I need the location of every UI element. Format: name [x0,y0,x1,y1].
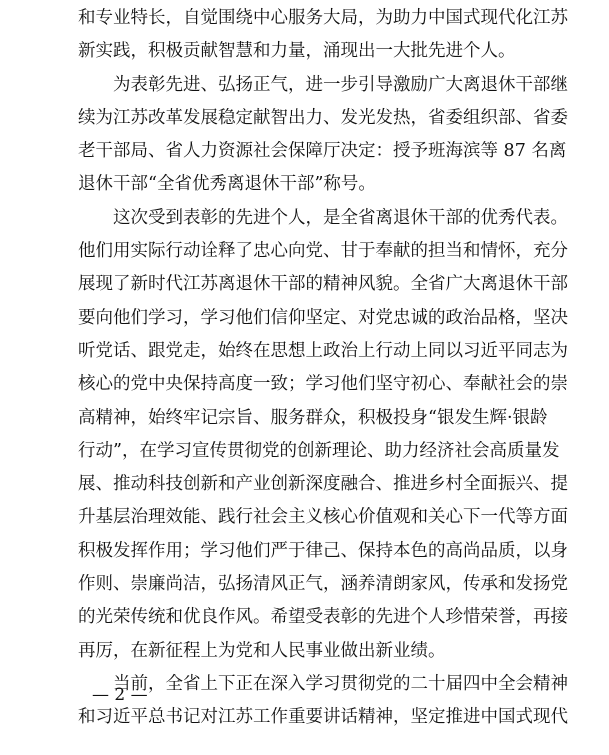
paragraph-continuation [78,2,568,69]
text-line: 展现了新时代江苏离退休干部的精神风貌。全省广大离退休干部 [78,274,568,295]
text-line: 的光荣传统和优良作风。希望受表彰的先进个人珍惜荣誉，再接 [78,607,568,628]
text-line: 展、推动科技创新和产业创新深度融合、推进乡村全面振兴、提 [78,474,568,495]
paragraph-learn-from-models [78,202,568,668]
text-line: 听党话、跟党走，始终在思想上政治上行动上同以习近平同志为 [78,340,568,361]
text-line: 和专业特长，自觉围绕中心服务大局，为助力中国式现代化江苏 [78,8,568,28]
text-line: 退休干部“全省优秀离退休干部”称号。 [78,174,376,195]
text-line: 当前，全省上下正在深入学习贯彻党的二十届四中全会精神 [113,673,568,694]
text-line: 高精神，始终牢记宗旨、服务群众，积极投身“银发生辉·银龄 [78,407,548,428]
text-line: 核心的党中央保持高度一致；学习他们坚守初心、奉献社会的崇 [78,374,568,395]
paragraph-commendation-decision [78,69,568,202]
text-line: 老干部局、省人力资源社会保障厅决定：授予班海滨等 87 名离 [78,141,567,162]
text-line: 续为江苏改革发展稳定献智出力、发光发热，省委组织部、省委 [78,107,568,128]
page-number: — 2 — [92,685,148,705]
document-body [78,2,568,735]
text-line: 再厉，在新征程上为党和人民事业做出新业绩。 [78,640,446,661]
text-line: 为表彰先进、弘扬正气，进一步引导激励广大离退休干部继 [113,74,568,95]
text-line: 行动”，在学习宣传贯彻党的创新理论、助力经济社会高质量发 [78,440,560,461]
text-line: 升基层治理效能、践行社会主义核心价值观和关心下一代等方面 [78,507,568,528]
text-line: 这次受到表彰的先进个人，是全省离退休干部的优秀代表。 [113,207,568,228]
text-line: 新实践，积极贡献智慧和力量，涌现出一大批先进个人。 [78,41,516,62]
text-line: 他们用实际行动诠释了忠心向党、甘于奉献的担当和情怀，充分 [78,241,568,262]
text-line: 要向他们学习，学习他们信仰坚定、对党忠诚的政治品格，坚决 [78,307,568,328]
text-line: 作则、崇廉尚洁，弘扬清风正气，涵养清朗家风，传承和发扬党 [78,574,568,595]
text-line: 和习近平总书记对江苏工作重要讲话精神，坚定推进中国式现代 [78,707,568,728]
text-line: 积极发挥作用；学习他们严于律己、保持本色的高尚品质，以身 [78,540,568,561]
